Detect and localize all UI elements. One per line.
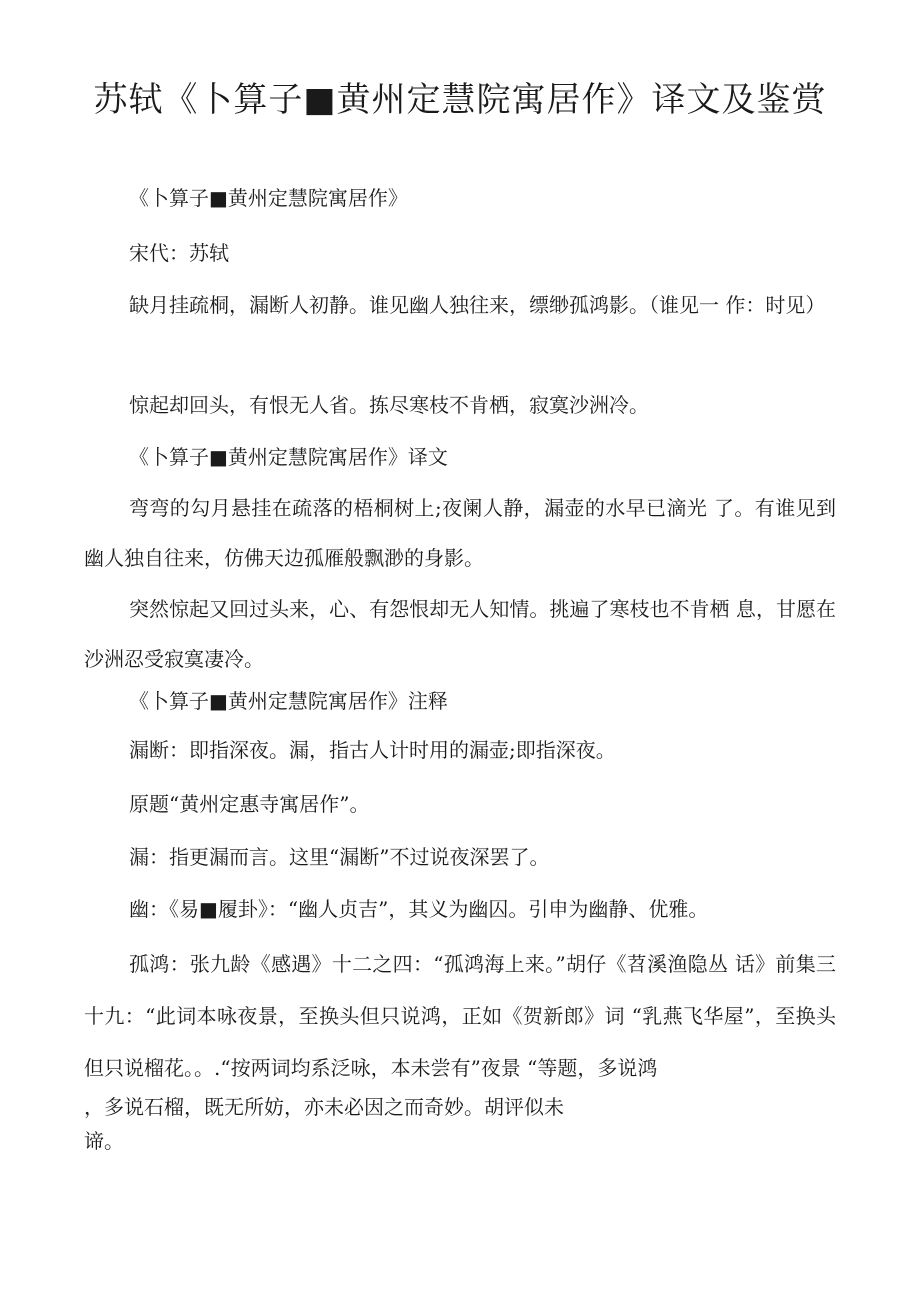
note-item: 幽：《易■履卦》：“幽人贞吉”，其义为幽囚。引申为幽静、优雅。 — [129, 897, 709, 921]
note-item: 漏：指更漏而言。这里“漏断”不过说夜深罢了。 — [129, 845, 550, 869]
translation-heading: 《卜算子■黄州定慧院寓居作》译文 — [129, 445, 448, 469]
note-item: 孤鸿：张九龄《感遇》十二之四：“孤鸿海上来。”胡仔《苕溪渔隐丛 话》前集三十九：“此词本咏夜景，至换头但只说鸿，正如《贺新郎》词 “乳燕飞华屋”，至换头但只说榴花。。.“按两词均系泛咏，本未尝有”夜景 “等题，多说鸿 — [84, 952, 836, 1080]
note-item: 原题“黄州定惠寺寓居作”。 — [129, 792, 370, 816]
page-title: 苏轼《卜算子■黄州定慧院寓居作》译文及鉴赏 — [93, 80, 827, 120]
translation-paragraph-2: 突然惊起又回过头来，心、有怨恨却无人知情。挑遍了寒枝也不肯栖 息，甘愿在沙洲忍受寂寞凄冷。 — [84, 597, 836, 671]
poem-title: 《卜算子■黄州定慧院寓居作》 — [129, 186, 408, 210]
poem-stanza-2: 惊起却回头，有恨无人省。拣尽寒枝不肯栖，寂寞沙洲冷。 — [129, 393, 649, 417]
translation-paragraph-1: 弯弯的勾月悬挂在疏落的梧桐树上;夜阑人静，漏壶的水早已滴光 了。有谁见到幽人独自往来，仿佛天边孤雁般飘渺的身影。 — [84, 496, 836, 570]
notes-heading: 《卜算子■黄州定慧院寓居作》注释 — [129, 689, 448, 713]
poem-stanza-1: 缺月挂疏桐，漏断人初静。谁见幽人独往来，缥缈孤鸿影。（谁见一 作：时见） — [129, 293, 826, 317]
note-continuation-end: 谛。 — [84, 1129, 124, 1153]
author-line: 宋代：苏轼 — [129, 241, 229, 265]
note-continuation: ，多说石榴，既无所妨，亦未必因之而奇妙。胡评似未 — [84, 1095, 564, 1119]
note-item: 漏断：即指深夜。漏，指古人计时用的漏壶;即指深夜。 — [129, 738, 616, 762]
